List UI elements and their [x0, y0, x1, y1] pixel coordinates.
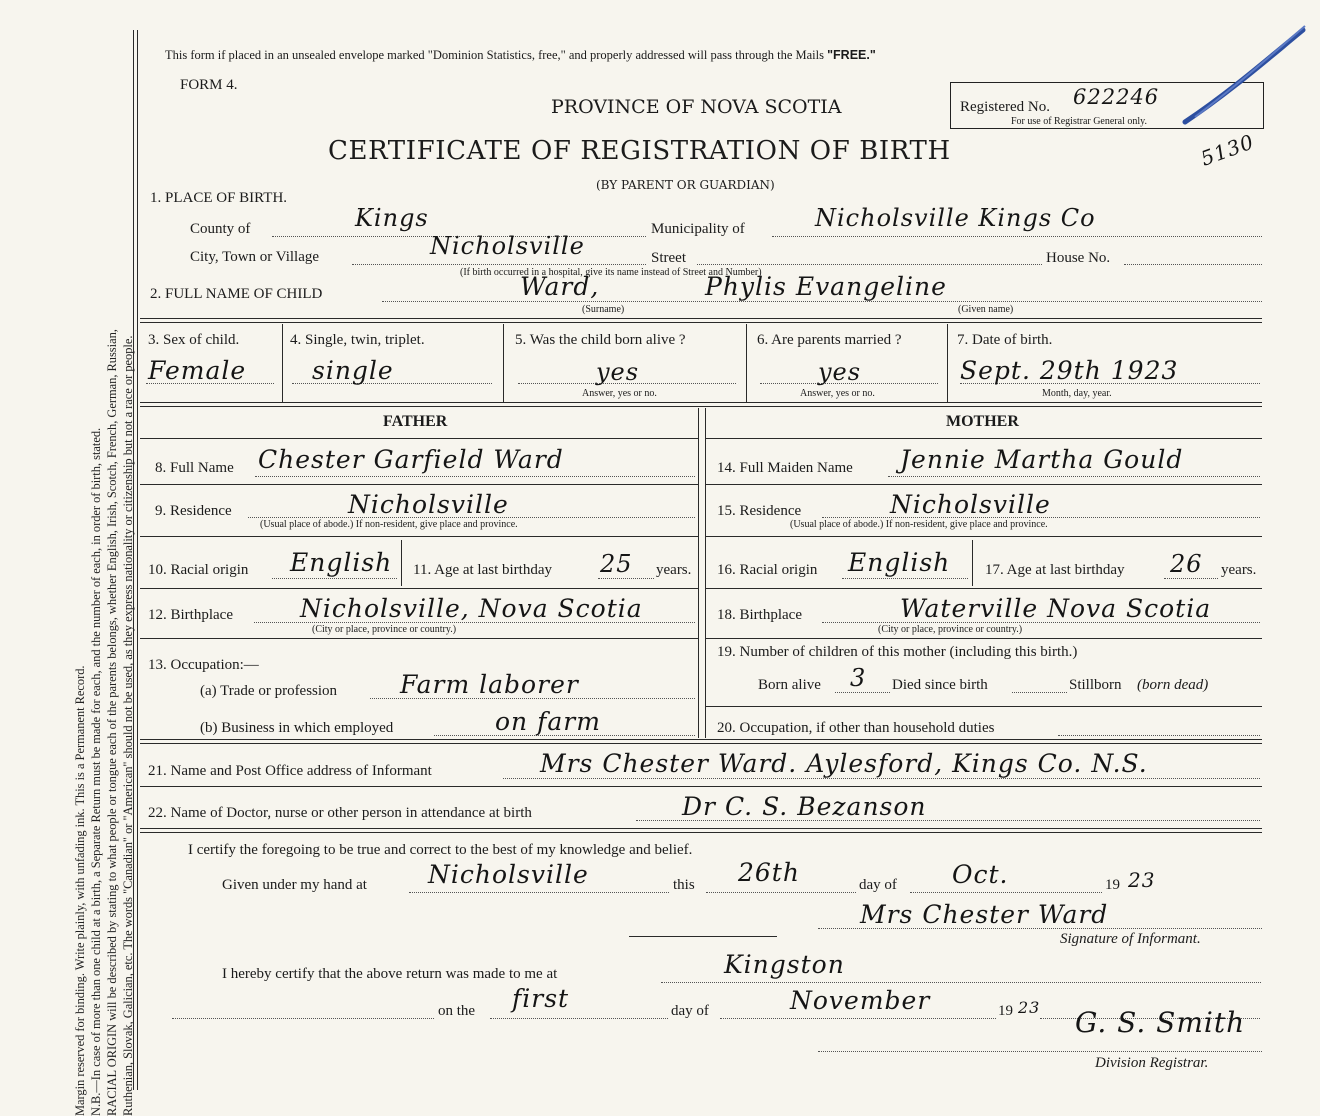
married-label: 6. Are parents married ?	[757, 332, 902, 348]
stillborn-note: (born dead)	[1137, 677, 1209, 693]
father-race-line	[272, 578, 397, 579]
informant-line	[503, 778, 1260, 779]
divider	[140, 536, 698, 537]
county-value: Kings	[355, 204, 429, 232]
on-the-label: on the	[438, 1003, 476, 1019]
mail-notice	[165, 48, 876, 63]
divider	[705, 484, 1262, 485]
father-bp-value: Nicholsville, Nova Scotia	[300, 594, 643, 623]
year-value: 23	[1128, 868, 1156, 892]
registered-number: 622246	[1073, 85, 1160, 109]
return-line: I hereby certify that the above return was made to me at	[222, 966, 558, 982]
born-alive-count: 3	[850, 664, 867, 692]
born-alive-note: Answer, yes or no.	[582, 388, 657, 399]
divider	[140, 638, 698, 639]
city-label: City, Town or Village	[190, 249, 320, 265]
divider	[140, 786, 1262, 787]
registrar-signature: G. S. Smith	[1075, 1006, 1246, 1039]
divider	[629, 936, 777, 937]
corner-note: 5130	[1197, 129, 1258, 171]
registered-label: Registered No.	[960, 99, 1050, 115]
divider	[282, 324, 283, 402]
city-line	[352, 264, 646, 265]
divider	[503, 324, 504, 402]
month-value: Oct.	[952, 860, 1009, 889]
mother-res-note: (Usual place of abode.) If non-resident, give place and province.	[790, 519, 1048, 530]
divider	[140, 484, 698, 485]
on-day: first	[512, 984, 570, 1013]
father-occ-label: 13. Occupation:—	[148, 657, 259, 673]
this-line	[706, 892, 856, 893]
street-label: Street	[651, 250, 686, 266]
mother-age-value: 26	[1170, 550, 1203, 578]
margin-line-4: Ruthenian, Slovak, Galician, etc. The words "Canadian" or "American" should not be used, as they express nationality or citizenship but not a race or people.	[121, 335, 135, 1116]
surname-note: (Surname)	[582, 304, 625, 315]
father-res-value: Nicholsville	[348, 490, 509, 519]
divider	[746, 324, 747, 402]
signature-label: Signature of Informant.	[1060, 931, 1201, 947]
father-res-label: 9. Residence	[155, 503, 232, 519]
registrar-note: For use of Registrar General only.	[1011, 116, 1147, 127]
house-label: House No.	[1046, 250, 1111, 266]
municipality-label: Municipality of	[651, 221, 745, 237]
on-month: November	[790, 986, 931, 1015]
rule-informant	[140, 739, 1262, 744]
stillborn-label: Stillborn	[1069, 677, 1122, 693]
divider	[140, 588, 698, 589]
dayof2-label: day of	[671, 1003, 709, 1019]
certificate-subtitle: (BY PARENT OR GUARDIAN)	[596, 178, 775, 192]
father-age-line	[598, 578, 654, 579]
signature-line	[818, 928, 1262, 929]
mother-race-label: 16. Racial origin	[717, 562, 818, 578]
mother-age-line	[1164, 578, 1218, 579]
mother-bp-value: Waterville Nova Scotia	[900, 594, 1212, 623]
certify-line: I certify the foregoing to be true and correct to the best of my knowledge and belief.	[188, 842, 693, 858]
certificate-title: CERTIFICATE OF REGISTRATION OF BIRTH	[328, 136, 951, 166]
divider	[705, 638, 1262, 639]
this-label: this	[673, 877, 695, 893]
mail-notice-free: "FREE."	[827, 48, 876, 62]
informant-value: Mrs Chester Ward. Aylesford, Kings Co. N.S.	[540, 749, 1148, 778]
father-trade-value: Farm laborer	[400, 670, 579, 699]
father-res-note: (Usual place of abode.) If non-resident, give place and province.	[260, 519, 518, 530]
married-note: Answer, yes or no.	[800, 388, 875, 399]
rule-child	[140, 318, 1262, 323]
plurality-value: single	[312, 356, 394, 385]
given-line	[409, 892, 669, 893]
place-heading: 1. PLACE OF BIRTH.	[150, 190, 288, 206]
sex-value: Female	[148, 356, 247, 385]
street-line	[697, 264, 1042, 265]
doctor-value: Dr C. S. Bezanson	[682, 792, 927, 821]
died-line	[1012, 692, 1067, 693]
divider	[140, 438, 698, 439]
margin-line-3: RACIAL ORIGIN will be described by stating to what people or tongue each of the parents belongs, whether English, Irish, Scotch, French, German, Russian,	[105, 329, 119, 1116]
registrar-line	[818, 1051, 1262, 1052]
father-age-label: 11. Age at last birthday	[413, 562, 552, 578]
father-age-unit: years.	[656, 562, 692, 578]
given-label: Given under my hand at	[222, 877, 367, 893]
mother-race-value: English	[848, 548, 951, 577]
rule-parents	[140, 402, 1262, 407]
on-day-line	[490, 1018, 668, 1019]
given-place: Nicholsville	[428, 860, 589, 889]
county-label: County of	[190, 221, 251, 237]
father-bp-note: (City or place, province or country.)	[312, 624, 457, 635]
house-line	[1124, 264, 1262, 265]
mother-bp-label: 18. Birthplace	[717, 607, 802, 623]
return-place-line	[661, 982, 1261, 983]
mother-occ-label: 20. Occupation, if other than household duties	[717, 720, 995, 736]
plurality-label: 4. Single, twin, triplet.	[290, 332, 425, 348]
mother-name-line	[888, 476, 1260, 477]
lead-line	[172, 1018, 434, 1019]
mother-age-label: 17. Age at last birthday	[985, 562, 1125, 578]
return-place: Kingston	[724, 950, 845, 979]
born-alive-count-line	[835, 692, 890, 693]
municipality-line	[772, 236, 1262, 237]
mail-notice-text: This form if placed in an unsealed envelope marked "Dominion Statistics, free," and properly addressed will pass through the Mails	[165, 48, 824, 62]
month-line	[910, 892, 1102, 893]
informant-label: 21. Name and Post Office address of Informant	[148, 763, 432, 779]
mother-bp-note: (City or place, province or country.)	[878, 624, 1023, 635]
year2-prefix: 19	[998, 1003, 1013, 1019]
father-race-label: 10. Racial origin	[148, 562, 249, 578]
father-business-value: on farm	[495, 707, 601, 736]
divider	[401, 540, 402, 586]
form-number: FORM 4.	[180, 77, 238, 93]
born-alive-value: yes	[596, 358, 640, 386]
father-heading: FATHER	[383, 413, 448, 430]
father-name-line	[255, 476, 695, 477]
father-business-label: (b) Business in which employed	[200, 720, 394, 736]
mother-race-line	[842, 578, 968, 579]
child-surname: Ward,	[520, 272, 600, 301]
doctor-label: 22. Name of Doctor, nurse or other person in attendance at birth	[148, 805, 532, 821]
dob-label: 7. Date of birth.	[957, 332, 1053, 348]
pen-mark	[1175, 22, 1310, 127]
year2-value: 23	[1018, 998, 1041, 1017]
province-title: PROVINCE OF NOVA SCOTIA	[551, 96, 842, 118]
dayof-label: day of	[859, 877, 897, 893]
father-name-value: Chester Garfield Ward	[258, 445, 564, 474]
margin-rule	[133, 30, 134, 1090]
divider	[705, 438, 1262, 439]
rule-certify	[140, 828, 1262, 833]
father-bp-label: 12. Birthplace	[148, 607, 233, 623]
on-month-line	[720, 1018, 996, 1019]
born-alive-label: 5. Was the child born alive ?	[515, 332, 686, 348]
divider	[947, 324, 948, 402]
father-race-value: English	[290, 548, 393, 577]
born-alive-count-label: Born alive	[758, 677, 821, 693]
given-note: (Given name)	[958, 304, 1014, 315]
father-age-value: 25	[600, 550, 633, 578]
married-value: yes	[818, 358, 862, 386]
father-name-label: 8. Full Name	[155, 460, 234, 476]
mother-occ-line	[1058, 735, 1260, 736]
died-label: Died since birth	[892, 677, 988, 693]
margin-line-2: N.B.—In case of more than one child at a birth, a Separate Return must be made for each, and the number of each, in order of birth, stated.	[89, 427, 103, 1116]
divider	[705, 588, 1262, 589]
child-name-line	[382, 301, 1262, 302]
margin-rule-2	[137, 30, 138, 1090]
father-trade-label: (a) Trade or profession	[200, 683, 338, 699]
city-value: Nicholsville	[430, 232, 585, 260]
hospital-note: (If birth occurred in a hospital, give its name instead of Street and Number)	[460, 267, 762, 278]
divider	[698, 408, 699, 738]
mother-res-label: 15. Residence	[717, 503, 802, 519]
mother-age-unit: years.	[1221, 562, 1257, 578]
margin-instructions	[72, 76, 168, 1116]
year-prefix: 19	[1105, 877, 1120, 893]
mother-name-value: Jennie Martha Gould	[900, 445, 1184, 474]
registrar-label: Division Registrar.	[1095, 1055, 1209, 1071]
mother-heading: MOTHER	[946, 413, 1019, 430]
child-name-label: 2. FULL NAME OF CHILD	[150, 286, 323, 302]
divider	[705, 536, 1262, 537]
mother-res-value: Nicholsville	[890, 490, 1051, 519]
mother-name-label: 14. Full Maiden Name	[717, 460, 853, 476]
dob-note: Month, day, year.	[1042, 388, 1112, 399]
municipality-value: Nicholsville Kings Co	[815, 204, 1096, 232]
children-label: 19. Number of children of this mother (including this birth.)	[717, 644, 1078, 660]
divider	[705, 408, 706, 738]
informant-signature: Mrs Chester Ward	[860, 900, 1109, 929]
day-value: 26th	[738, 858, 800, 887]
child-given-name: Phylis Evangeline	[705, 272, 947, 301]
dob-value: Sept. 29th 1923	[960, 356, 1179, 385]
divider	[972, 540, 973, 586]
divider	[705, 706, 1262, 707]
margin-line-1: Margin reserved for binding. Write plainly, with unfading ink. This is a Permanent Record.	[73, 665, 87, 1116]
sex-label: 3. Sex of child.	[148, 332, 240, 348]
